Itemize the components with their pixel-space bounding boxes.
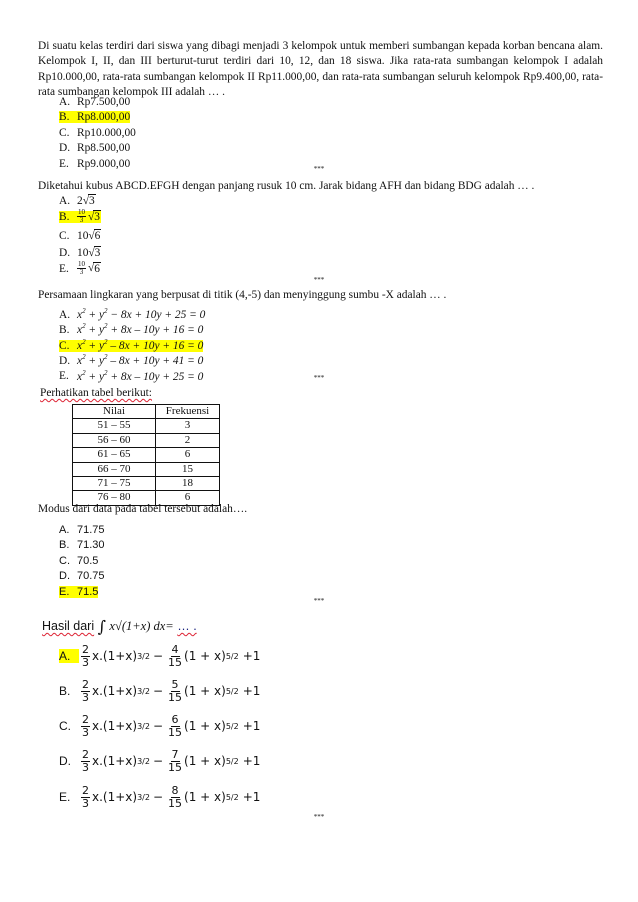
separator: *** bbox=[313, 597, 325, 605]
option-c[interactable]: C. 10√6 bbox=[59, 230, 101, 243]
question-5-prompt: Hasil dari ∫ x√(1+x) dx= … . bbox=[42, 617, 197, 636]
option-e[interactable]: E. Rp9.000,00 bbox=[59, 157, 131, 170]
option-d[interactable]: D. $x^2 + y^2 - 8x + 10y + 41 = 0$ bbox=[59, 353, 204, 367]
fraction: $\frac{10}{3}$ bbox=[78, 208, 85, 225]
question-1-text: Di suatu kelas terdiri dari siswa yang dibagi menjadi 3 kelompok untuk memberi sumbangan kepada korban bencana alam. Kelompok I, II, dan III berturut-turut terdiri dari 10, 12, dan 18 siswa. Jika rata-rata sumbangan kelompok I adalah Rp10.000,00, rata-rata sumbangan kelompok II Rp11.000,00, dan rata-rata sumbangan seluruh kelompok Rp9.400,00, rata-rata sumbangan kelompok III adalah … . bbox=[38, 40, 603, 99]
separator: *** bbox=[313, 165, 325, 173]
option-c[interactable]: C. $x^2 + y^2 - 8x + 10y + 16 = 0$ bbox=[59, 337, 204, 352]
question-2-text: Diketahui kubus ABCD.EFGH dengan panjang rusuk 10 cm. Jarak bidang AFH dan bidang BDG adalah … . bbox=[38, 180, 535, 192]
option-c[interactable]: C. Rp10.000,00 bbox=[59, 126, 136, 139]
option-b[interactable]: B. 2 3 x.(1+x) 3/2 − $\frac{5}{15}$ (1 + x) 5/2 +1 bbox=[59, 677, 261, 704]
option-e[interactable]: E. 71.5 bbox=[59, 585, 99, 598]
question-1-options bbox=[59, 95, 136, 172]
fraction: $\frac{10}{3}$ bbox=[78, 260, 85, 277]
option-a[interactable]: A. 71.75 bbox=[59, 524, 105, 536]
option-b[interactable]: B. $\frac{10}{3}$ √3 bbox=[59, 208, 100, 225]
question-3-text: Persamaan lingkaran yang berpusat di titik (4,-5) dan menyinggung sumbu -X adalah … . bbox=[38, 289, 447, 301]
table-row: 51 – 55 3 bbox=[73, 419, 220, 433]
table-row: 66 – 70 15 bbox=[73, 462, 220, 476]
separator: *** bbox=[313, 813, 325, 821]
option-c[interactable]: C. 2 3 x.(1+x) 3/2 − $\frac{6}{15}$ (1 + x) 5/2 +1 bbox=[59, 712, 261, 739]
table-header-row bbox=[73, 405, 220, 419]
option-a[interactable]: A. $x^2 + y^2 - 8x + 10y + 25 = 0$ bbox=[59, 307, 206, 321]
table-row: 76 – 80 6 bbox=[73, 491, 220, 505]
option-e[interactable]: E. $\frac{10}{3}$ √6 bbox=[59, 260, 100, 277]
option-d[interactable]: D. Rp8.500,00 bbox=[59, 142, 131, 155]
option-d[interactable]: D. 2 3 x.(1+x) 3/2 − $\frac{7}{15}$ (1 + x) 5/2 +1 bbox=[59, 747, 261, 774]
option-a[interactable]: A. Rp7.500,00 bbox=[59, 96, 131, 108]
question-3-options bbox=[59, 304, 205, 381]
option-b[interactable]: B. $x^2 + y^2 + 8x - 10y + 16 = 0$ bbox=[59, 322, 204, 337]
header-nilai: Nilai bbox=[73, 405, 156, 419]
option-d[interactable]: D. 10√3 bbox=[59, 247, 101, 260]
separator: *** bbox=[313, 276, 325, 284]
question-4-intro: Perhatikan tabel berikut: bbox=[40, 387, 152, 399]
option-a[interactable]: A. 2√3 bbox=[59, 195, 95, 207]
table-row: 61 – 65 6 bbox=[73, 448, 220, 462]
option-b[interactable]: B. Rp8.000,00 bbox=[59, 111, 131, 124]
question-4-text: Modus dari data pada tabel tersebut adalah…. bbox=[38, 503, 248, 515]
separator: *** bbox=[313, 374, 325, 382]
option-e[interactable]: E. 2 3 x.(1+x) 3/2 − $\frac{8}{15}$ (1 + x) 5/2 +1 bbox=[59, 783, 261, 810]
question-2-options bbox=[59, 194, 101, 279]
table-row: 56 – 60 2 bbox=[73, 433, 220, 447]
option-e[interactable]: E. $x^2 + y^2 + 8x - 10y + 25 = 0$ bbox=[59, 368, 204, 383]
header-frekuensi: Frekuensi bbox=[156, 405, 220, 419]
table-row: 71 – 75 18 bbox=[73, 477, 220, 491]
question-4-options bbox=[59, 523, 105, 600]
option-d[interactable]: D. 70.75 bbox=[59, 570, 105, 583]
option-a[interactable]: A. 2 3 x.(1+x) 3/2 − $\frac{4}{15}$ (1 + x) 5/2 +1 bbox=[59, 642, 261, 669]
option-b[interactable]: B. 71.30 bbox=[59, 539, 105, 552]
option-c[interactable]: C. 70.5 bbox=[59, 554, 99, 567]
frequency-table bbox=[72, 404, 220, 506]
